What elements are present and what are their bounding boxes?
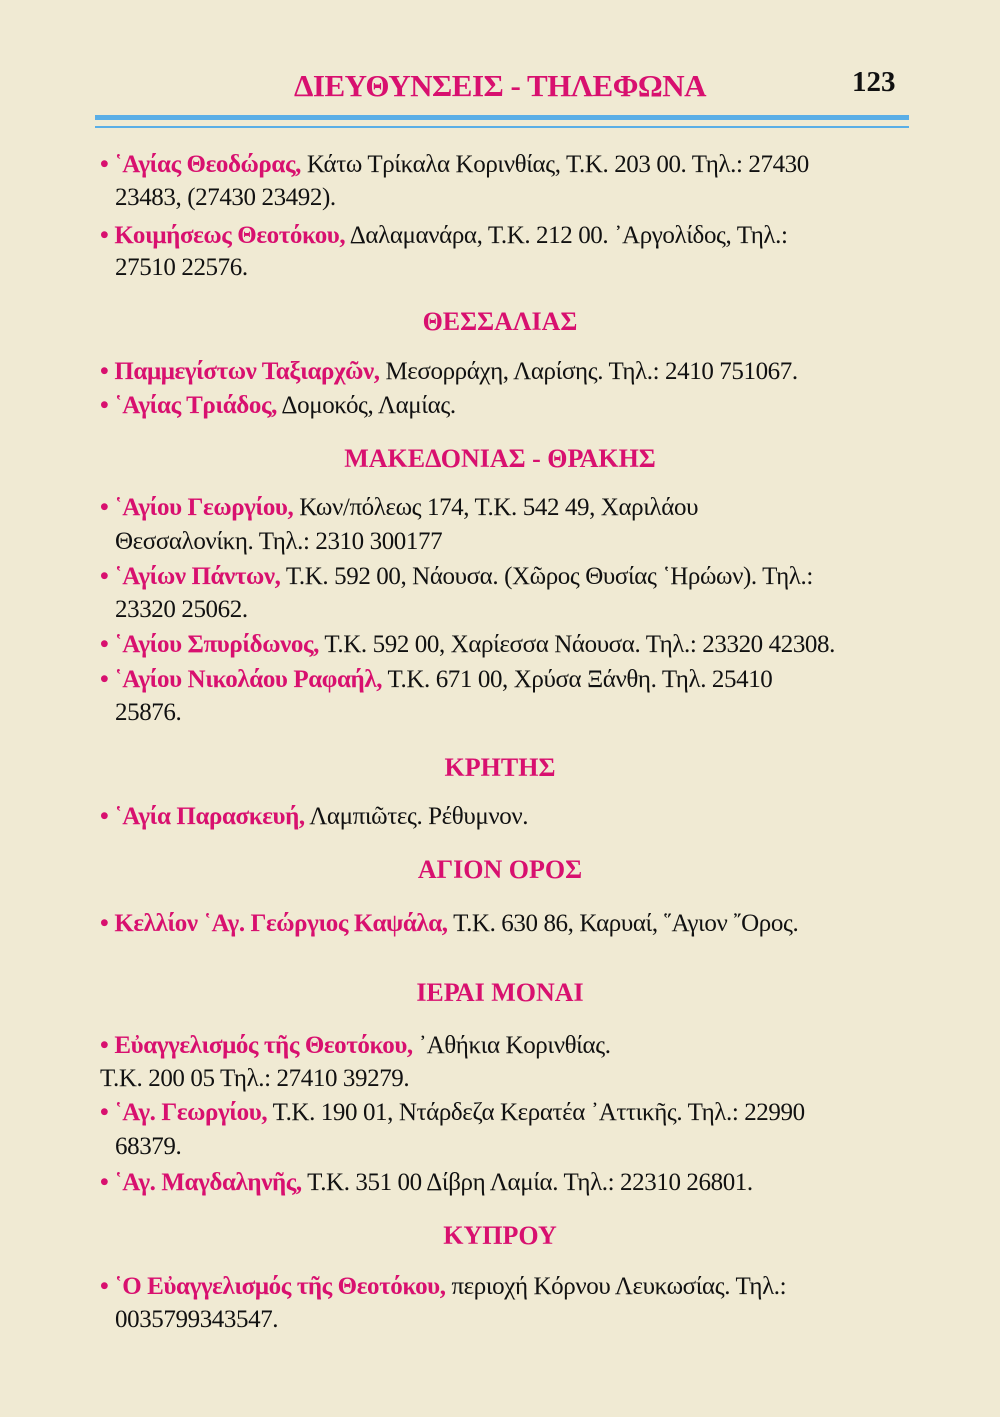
entry-details-continued: 0035799343547. <box>115 1306 279 1333</box>
bullet-icon: • <box>100 151 109 178</box>
bullet-icon: • <box>100 358 109 385</box>
entry-line <box>100 628 835 662</box>
entry-details: ᾿Αθήκια Κορινθίας. <box>412 1032 611 1059</box>
section-heading: ΘΕΣΣΑΛΙΑΣ <box>422 307 578 336</box>
entry-details: Δαλαμανάρα, Τ.Κ. 212 00. ᾿Αργολίδος, Τηλ.: <box>345 222 788 249</box>
entry-line <box>100 663 772 697</box>
entry-details-continued: 23483, (27430 23492). <box>115 184 336 211</box>
entry-line <box>100 1166 753 1200</box>
section-heading: ΚΡΗΤΗΣ <box>444 753 556 782</box>
header-rule-thick <box>95 115 909 120</box>
entry-name: ῾Αγ. Γεωργίου, <box>114 1099 268 1126</box>
entry-name: ῾Αγίας Θεοδώρας, <box>114 151 301 178</box>
entry-name: ῾Αγίων Πάντων, <box>114 563 281 590</box>
entry-details: Δομοκός, Λαμίας. <box>276 392 456 419</box>
entry-name: ῾Αγίου Γεωργίου, <box>114 494 294 521</box>
entry-name: Παμμεγίστων Ταξιαρχῶν, <box>114 358 380 385</box>
section-heading: ΑΓΙΟΝ ΟΡΟΣ <box>417 855 583 884</box>
entry-details-continued: 25876. <box>115 699 182 726</box>
entry-line <box>100 800 528 834</box>
bullet-icon: • <box>100 392 109 419</box>
entry-line <box>100 1029 611 1063</box>
page-number: 123 <box>852 66 896 98</box>
entry-name: Κοιμήσεως Θεοτόκου, <box>114 222 346 249</box>
entry-details-continued: 27510 22576. <box>115 254 248 281</box>
entry-line <box>100 148 809 182</box>
entry-line <box>100 560 813 594</box>
bullet-icon: • <box>100 563 109 590</box>
bullet-icon: • <box>100 803 109 830</box>
header-rule-thin <box>95 126 909 128</box>
page-title: ΔΙΕΥΘΥΝΣΕΙΣ - ΤΗΛΕΦΩΝΑ <box>293 68 707 103</box>
entry-line <box>100 491 698 525</box>
entry-name: ῾Αγίου Σπυρίδωνος, <box>114 631 320 658</box>
entry-name: Κελλίον ῾Αγ. Γεώργιος Καψάλα, <box>114 910 448 937</box>
entry-details-continued: 23320 25062. <box>115 596 248 623</box>
entry-details: Μεσορράχη, Λαρίσης. Τηλ.: 2410 751067. <box>379 358 798 385</box>
bullet-icon: • <box>100 222 109 249</box>
entry-details-continued: 68379. <box>115 1133 182 1160</box>
section-heading: ΜΑΚΕΔΟΝΙΑΣ - ΘΡΑΚΗΣ <box>344 444 656 473</box>
bullet-icon: • <box>100 631 109 658</box>
entry-line <box>100 1096 805 1130</box>
entry-line <box>100 389 456 423</box>
entry-details-continued: Τ.Κ. 200 05 Τηλ.: 27410 39279. <box>100 1065 410 1092</box>
entry-details: Κων/πόλεως 174, Τ.Κ. 542 49, Χαριλάου <box>293 494 699 521</box>
entry-line <box>100 1270 786 1304</box>
bullet-icon: • <box>100 1169 109 1196</box>
entry-details: Τ.Κ. 630 86, Καρυαί, ῞Αγιον ῎Ορος. <box>447 910 799 937</box>
bullet-icon: • <box>100 1273 109 1300</box>
section-heading: ΙΕΡΑΙ ΜΟΝΑΙ <box>416 978 584 1007</box>
entry-line <box>100 355 798 389</box>
entry-name: Εὐαγγελισμός τῆς Θεοτόκου, <box>114 1032 413 1059</box>
bullet-icon: • <box>100 910 109 937</box>
entry-name: ῾Αγίου Νικολάου Ραφαήλ, <box>114 666 383 693</box>
bullet-icon: • <box>100 494 109 521</box>
entry-name: ῾Ο Εὐαγγελισμός τῆς Θεοτόκου, <box>114 1273 446 1300</box>
section-heading: ΚΥΠΡΟΥ <box>443 1221 557 1250</box>
entry-details: περιοχή Κόρνου Λευκωσίας. Τηλ.: <box>445 1273 787 1300</box>
entry-details-continued: Θεσσαλονίκη. Τηλ.: 2310 300177 <box>115 528 443 555</box>
entry-details: Τ.Κ. 351 00 Δίβρη Λαμία. Τηλ.: 22310 26801. <box>301 1169 753 1196</box>
entry-name: ῾Αγίας Τριάδος, <box>114 392 277 419</box>
entry-details: Τ.Κ. 592 00, Νάουσα. (Χῶρος Θυσίας ῾Ηρώων). Τηλ.: <box>280 563 813 590</box>
entry-line <box>100 907 798 941</box>
bullet-icon: • <box>100 666 109 693</box>
entry-name: ῾Αγία Παρασκευή, <box>114 803 305 830</box>
entry-line <box>100 219 788 253</box>
bullet-icon: • <box>100 1032 109 1059</box>
entry-details: Τ.Κ. 592 00, Χαρίεσσα Νάουσα. Τηλ.: 23320 42308. <box>319 631 835 658</box>
entry-details: Τ.Κ. 190 01, Ντάρδεζα Κερατέα ᾿Αττικῆς. Τηλ.: 22990 <box>267 1099 805 1126</box>
entry-details: Κάτω Τρίκαλα Κορινθίας, Τ.Κ. 203 00. Τηλ.: 27430 <box>300 151 809 178</box>
entry-details: Τ.Κ. 671 00, Χρύσα Ξάνθη. Τηλ. 25410 <box>382 666 773 693</box>
entry-details: Λαμπιῶτες. Ρέθυμνον. <box>304 803 529 830</box>
bullet-icon: • <box>100 1099 109 1126</box>
entry-name: ῾Αγ. Μαγδαληνῆς, <box>114 1169 302 1196</box>
